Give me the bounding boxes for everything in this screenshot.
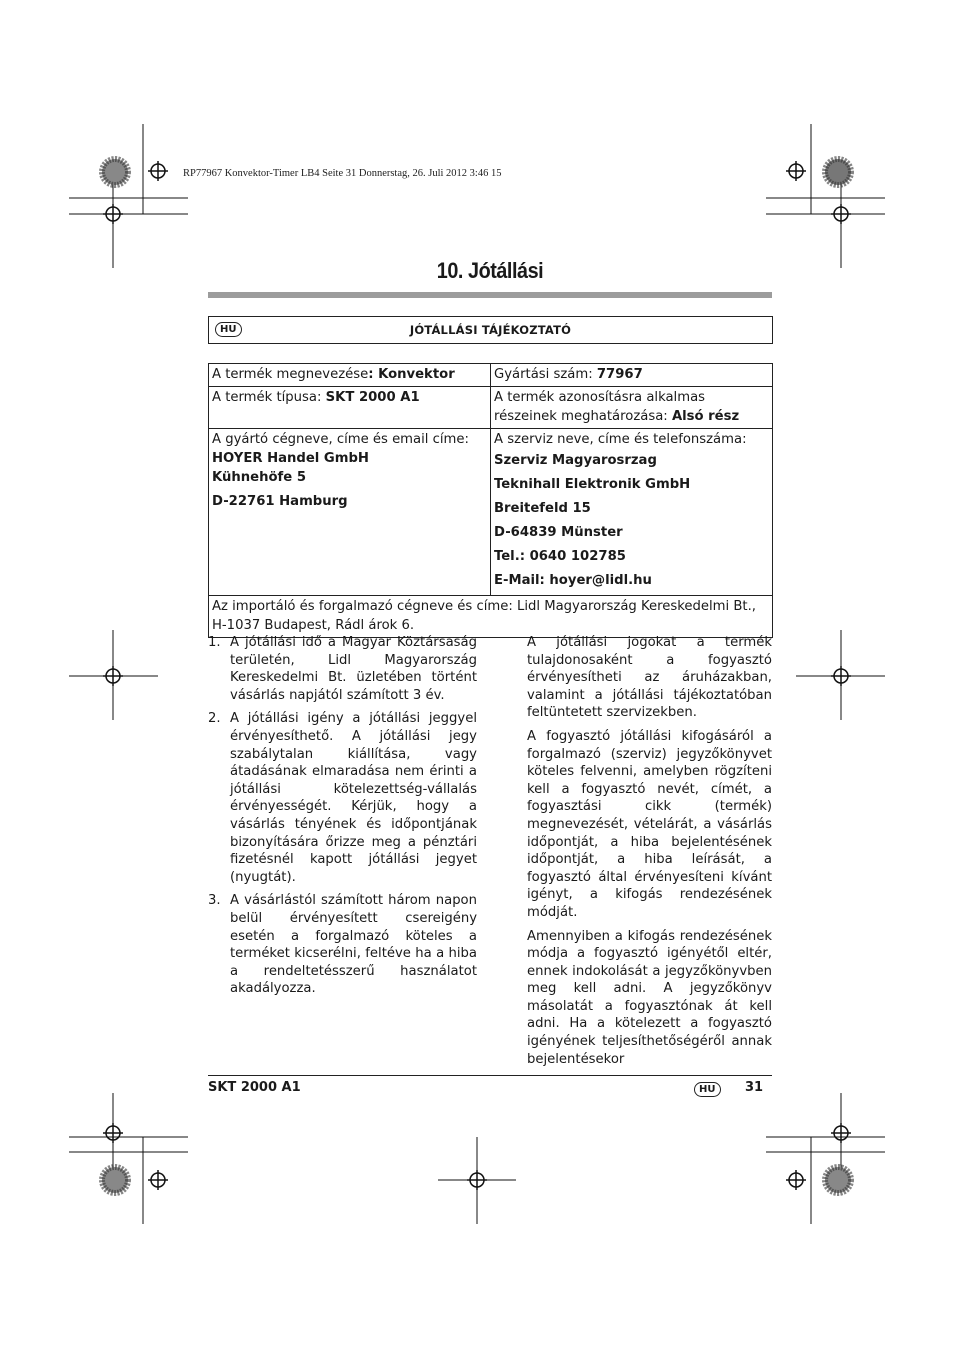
product-type-cell: A termék típusa: SKT 2000 A1 bbox=[209, 387, 491, 429]
guarantee-info-table bbox=[208, 363, 773, 638]
guarantee-header-box bbox=[208, 316, 773, 344]
serial-cell: Gyártási szám: 77967 bbox=[491, 364, 773, 387]
manufacturer-cell: A gyártó cégneve, címe és email címe: HOYER Handel GmbH Kühnehöfe 5 D-22761 Hamburg bbox=[209, 429, 491, 596]
list-item: 3. A vásárlástól számított három napon belül érvényesített csereigény esetén a forgalmazó köteles a terméket kicserélni, feltéve ha a hiba a rendeltetésszerű használatot akadályozza. bbox=[208, 893, 477, 997]
service-cell: A szerviz neve, címe és telefonszáma: Szerviz Magyarosrzag Teknihall Elektronik GmbH Breitefeld 15 D-64839 Münster Tel.: 0640 102785 E-Mail: hoyer@lidl.hu bbox=[491, 429, 773, 596]
left-column bbox=[208, 634, 477, 1004]
importer-cell: Az importáló és forgalmazó cégneve és címe: Lidl Magyarország Kereskedelmi Bt., H-1037 Budapest, Rádl árok 6. bbox=[209, 596, 773, 638]
list-item: 1. A jótállási idő a Magyar Köztársaság területén, Lidl Magyarország Kereskedelmi Bt. üzletében történt vásárlás napjától számított 3 év. bbox=[208, 635, 477, 703]
right-column bbox=[527, 634, 772, 1074]
footer-language-badge: HU bbox=[694, 1082, 721, 1097]
product-name-cell: A termék megnevezése: Konvektor bbox=[209, 364, 491, 387]
list-item: 2. A jótállási igény a jótállási jeggyel érvényesíthető. A jótállási jegy szabálytalan kiállítása, vagy átadásának elmaradása nem érinti a jótállási kötelezettség-vállalás érvényességét. Kérjük, hogy a vásárlás tényének és időpontjának bizonyítására őrizze meg a pénztári fizetésnél kapott jótállási jegyet (nyugtát). bbox=[208, 711, 477, 885]
paragraph: A fogyasztó jótállási kifogásáról a forgalmazó (szerviz) jegyzőkönyvet köteles felvenni, amelyben rögzíteni kell a fogyasztó nevét, címét, a fogyasztási cikk (termék) megnevezését, vételárát, a vásárlás időpontját, a hiba bejelentésének időpontját, a hiba leírását, a fogyasztó által érvényesíteni kívánt igényt, a kifogás rendezésének módját. bbox=[527, 728, 772, 920]
product-id-cell: A termék azonosításra alkalmas részeinek meghatározása: Alsó rész bbox=[491, 387, 773, 429]
guarantee-heading: JÓTÁLLÁSI TÁJÉKOZTATÓ bbox=[409, 323, 572, 337]
footer-divider bbox=[208, 1075, 772, 1076]
print-header: RP77967 Konvektor-Timer LB4 Seite 31 Donnerstag, 26. Juli 2012 3:46 15 bbox=[183, 168, 502, 179]
paragraph: A jótállási jogokat a termék tulajdonosaként a fogyasztó érvényesítheti az áruházakban, valamint a jótállási tájékoztatóban feltüntetett szervizekben. bbox=[527, 635, 772, 721]
language-badge: HU bbox=[215, 322, 242, 337]
title-divider bbox=[208, 292, 772, 298]
paragraph: Amennyiben a kifogás rendezésének módja a fogyasztó igényétől eltér, ennek indokolását a jegyzőkönyvben meg kell adni. A jegyzőkönyv másolatát a fogyasztónak át kell adni. Ha a kötelezett a fogyasztó igényének teljesíthetőségéről annak bejelentésekor bbox=[527, 928, 772, 1067]
page-title: 10. Jótállási bbox=[436, 258, 544, 283]
footer-model: SKT 2000 A1 bbox=[208, 1080, 301, 1095]
page-number: 31 bbox=[745, 1080, 764, 1095]
